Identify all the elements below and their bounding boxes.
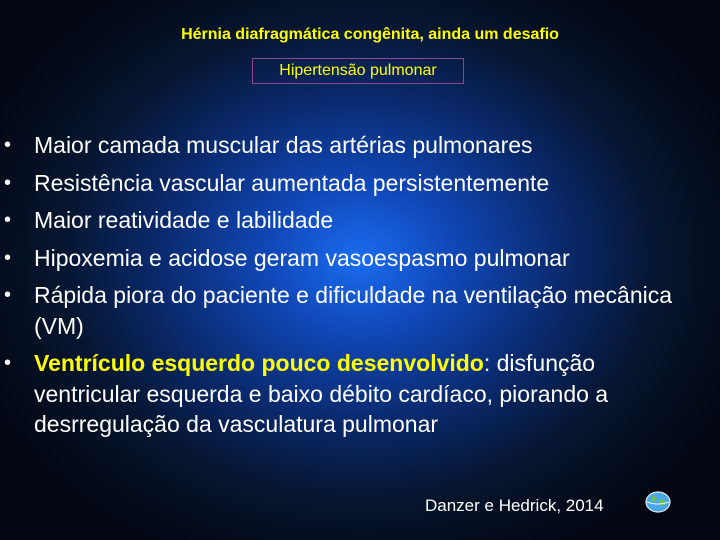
bullet-item <box>0 280 694 341</box>
citation: Danzer e Hedrick, 2014 <box>425 496 604 515</box>
bullet-dot: • <box>4 209 12 231</box>
bullet-list <box>0 130 720 447</box>
bullet-item <box>0 243 694 274</box>
bullet-dot: • <box>4 171 12 194</box>
bullet-text: Hipoxemia e acidose geram vasoespasmo pulmonar <box>34 244 570 271</box>
bullet-dot: • <box>4 352 12 374</box>
bullet-text: Maior reatividade e labilidade <box>34 207 334 233</box>
bullet-item <box>0 205 694 236</box>
bullet-dot: • <box>4 134 12 156</box>
bullet-text: Resistência vascular aumentada persistentemente <box>34 169 550 196</box>
subtitle-box <box>252 58 464 84</box>
bullet-dot: • <box>4 246 12 269</box>
bullet-bold-text: Ventrículo esquerdo pouco desenvolvido <box>34 350 484 376</box>
slide-title: Hérnia diafragmática congênita, ainda um desafio <box>181 26 559 43</box>
bullet-item <box>0 130 694 161</box>
bullet-text: Rápida piora do paciente e dificuldade na ventilação mecânica (VM) <box>34 282 673 339</box>
bullet-text: Maior camada muscular das artérias pulmonares <box>34 132 533 158</box>
subtitle-text: Hipertensão pulmonar <box>279 62 437 79</box>
bullet-item <box>0 168 694 199</box>
bullet-dot: • <box>4 284 12 306</box>
bullet-item-highlight <box>0 348 694 440</box>
bullet-text: : disfunção ventricular esquerda e baixo débito cardíaco, piorando a desrregulação da vasculatura pulmonar <box>34 350 609 437</box>
globe-icon <box>644 490 672 514</box>
